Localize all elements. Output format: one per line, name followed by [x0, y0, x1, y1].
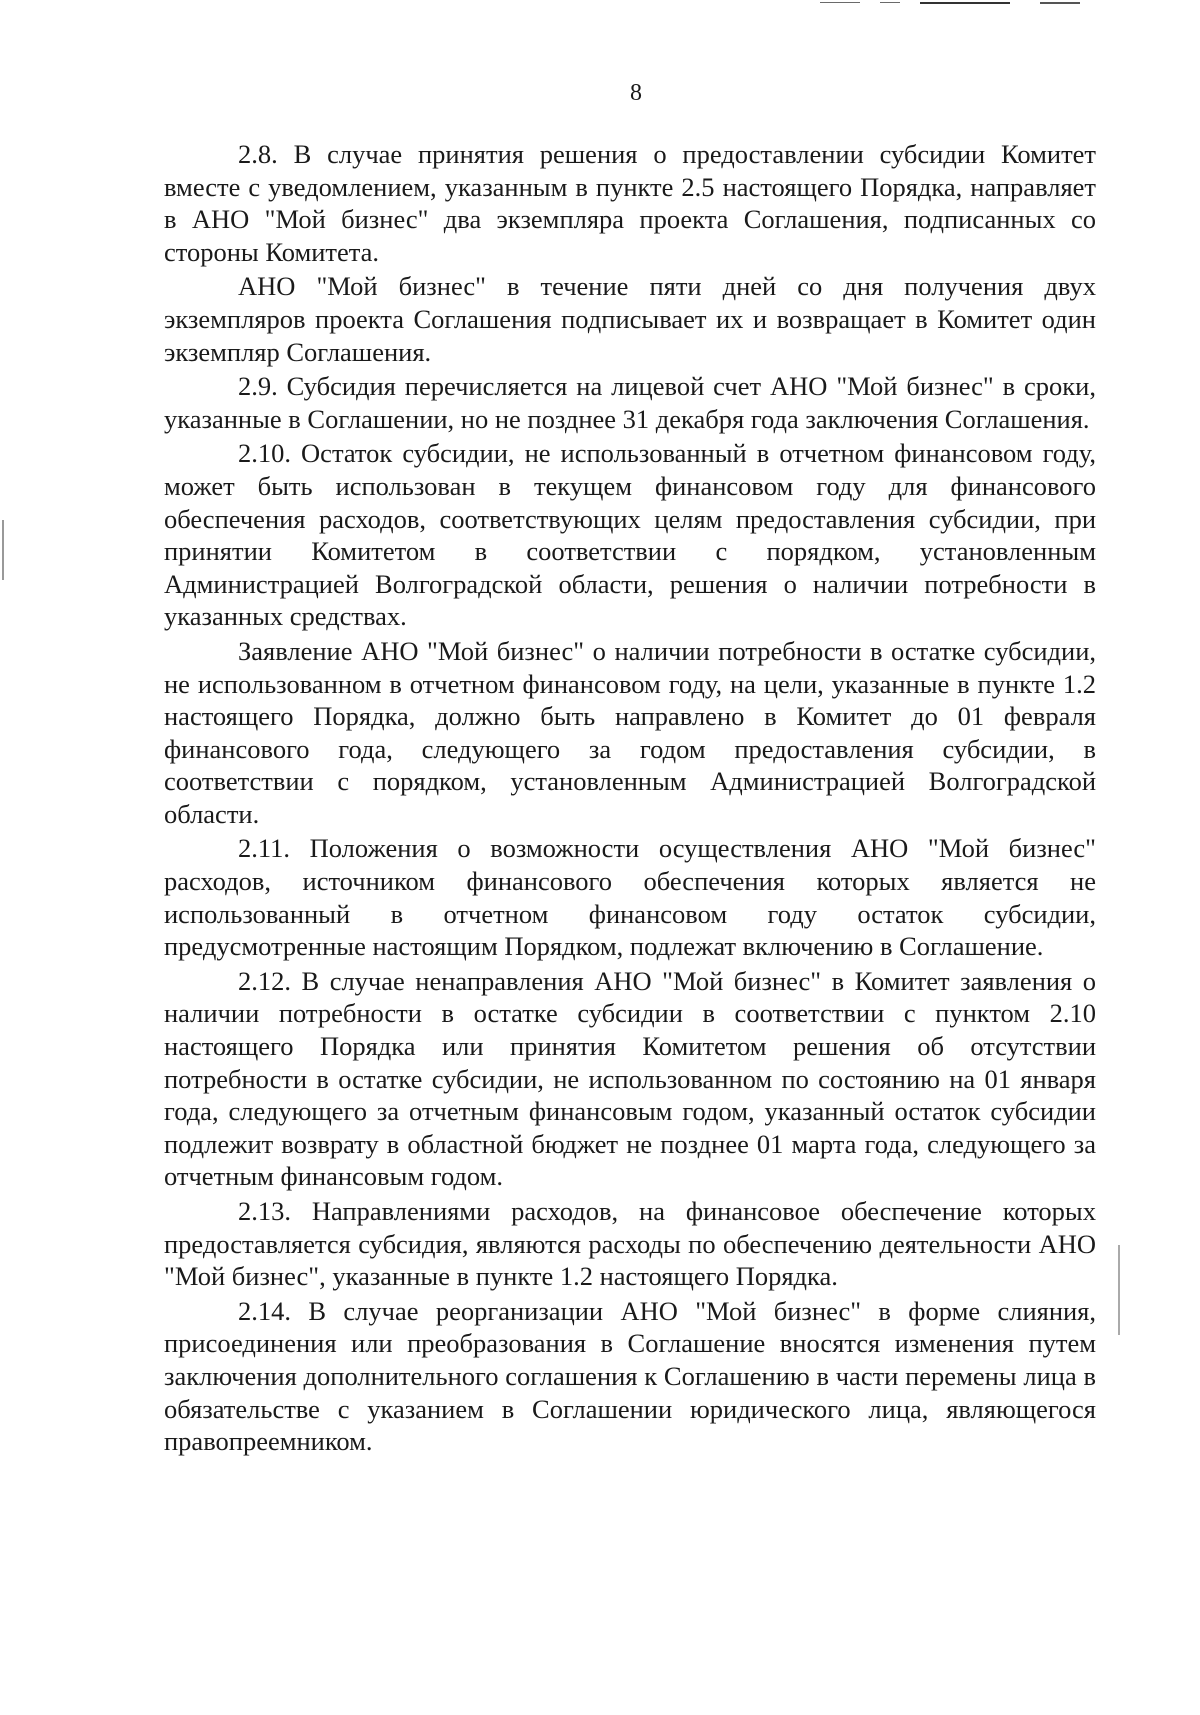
scan-artifact [820, 2, 860, 3]
paragraph-2-13: 2.13. Направлениями расходов, на финансовое обеспечение которых предоставляется субсидия, являются расходы по обеспечению деятельности АНО "Мой бизнес", указанные в пункте 1.2 настоящего Порядка. [164, 1196, 1096, 1292]
document-body [164, 138, 1096, 1458]
scan-artifact [1118, 1245, 1120, 1335]
paragraph-2-10-continued: Заявление АНО "Мой бизнес" о наличии потребности в остатке субсидии, не использованном в отчетном финансовом году, на цели, указанные в пункте 1.2 настоящего Порядка, должно быть направлено в Комитет до 01 февраля финансового года, следующего за годом предоставления субсидии, в соответствии с порядком, установленным Администрацией Волгоградской области. [164, 635, 1096, 829]
page-number: 8 [630, 80, 642, 106]
paragraph-2-14: 2.14. В случае реорганизации АНО "Мой бизнес" в форме слияния, присоединения или преобразования в Соглашение вносятся изменения путем заключения дополнительного соглашения к Соглашению в части перемены лица в обязательстве с указанием в Соглашении юридического лица, являющегося правопреемником. [164, 1295, 1096, 1457]
paragraph-2-12: 2.12. В случае ненаправления АНО "Мой бизнес" в Комитет заявления о наличии потребности в остатке субсидии в соответствии с пунктом 2.10 настоящего Порядка или принятия Комитетом решения об отсутствии потребности в остатке субсидии, не использованном по состоянию на 01 января года, следующего за отчетным финансовым годом, указанный остаток субсидии подлежит возврату в областной бюджет не позднее 01 марта года, следующего за отчетным финансовым годом. [164, 965, 1096, 1192]
paragraph-2-9: 2.9. Субсидия перечисляется на лицевой счет АНО "Мой бизнес" в сроки, указанные в Соглашении, но не позднее 31 декабря года заключения Соглашения. [164, 371, 1096, 434]
scan-artifact [920, 2, 1010, 4]
scan-artifact [1040, 2, 1080, 4]
scan-artifact [880, 2, 900, 3]
paragraph-2-8: 2.8. В случае принятия решения о предоставлении субсидии Комитет вместе с уведомлением, указанным в пункте 2.5 настоящего Порядка, направляет в АНО "Мой бизнес" два экземпляра проекта Соглашения, подписанных со стороны Комитета. [164, 139, 1096, 267]
scan-artifact [2, 520, 4, 580]
paragraph-2-11: 2.11. Положения о возможности осуществления АНО "Мой бизнес" расходов, источником финансового обеспечения которых является не использованный в отчетном финансовом году остаток субсидии, предусмотренные настоящим Порядком, подлежат включению в Соглашение. [164, 833, 1096, 962]
paragraph-2-10: 2.10. Остаток субсидии, не использованный в отчетном финансовом году, может быть использован в текущем финансовом году для финансового обеспечения расходов, соответствующих целям предоставления субсидии, при принятии Комитетом в соответствии с порядком, установленным Администрацией Волгоградской области, решения о наличии потребности в указанных средствах. [164, 438, 1096, 632]
paragraph-2-8-continued: АНО "Мой бизнес" в течение пяти дней со дня получения двух экземпляров проекта Соглашения подписывает их и возвращает в Комитет один экземпляр Соглашения. [164, 271, 1096, 367]
